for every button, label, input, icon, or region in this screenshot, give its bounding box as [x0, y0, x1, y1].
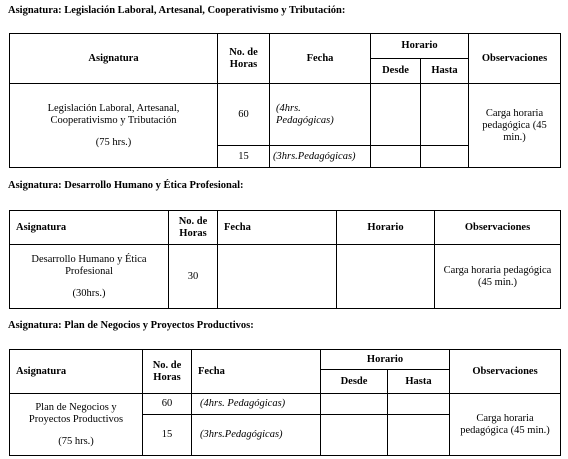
subject-total: (30hrs.)	[72, 287, 106, 299]
schedule-table-3	[9, 349, 561, 456]
header-fecha: Fecha	[270, 34, 371, 84]
desde-cell	[321, 394, 388, 415]
section-3-heading: Asignatura: Plan de Negocios y Proyectos Productivos:	[8, 320, 254, 331]
horas-cell: 15	[218, 146, 270, 168]
observaciones-line: min.)	[503, 131, 526, 143]
hasta-cell	[388, 415, 450, 456]
table-row	[10, 84, 561, 146]
fecha-cell	[218, 245, 337, 309]
header-observaciones: Observaciones	[469, 34, 561, 84]
desde-cell	[321, 415, 388, 456]
header-asignatura: Asignatura	[10, 211, 169, 245]
fecha-line: Pedagógicas)	[276, 114, 334, 126]
hasta-cell	[421, 146, 469, 168]
observaciones-line: Carga horaria	[476, 412, 534, 424]
header-horas: No. de Horas	[143, 350, 192, 394]
observaciones-line: pedagógica (45 min.)	[460, 424, 550, 436]
header-observaciones: Observaciones	[435, 211, 561, 245]
fecha-cell: (3hrs.Pedagógicas)	[192, 415, 321, 456]
subject-total: (75 hrs.)	[58, 435, 94, 447]
observaciones-line: Carga horaria	[485, 107, 544, 119]
subject-total: (75 hrs.)	[95, 136, 132, 148]
header-desde: Desde	[321, 370, 388, 394]
header-horario: Horario	[371, 34, 469, 59]
observaciones-line: Carga horaria pedagógica	[443, 264, 552, 276]
schedule-table-2	[9, 210, 561, 309]
observaciones-cell	[450, 394, 561, 456]
subject-cell	[10, 394, 143, 456]
subject-line: Proyectos Productivos	[28, 413, 124, 425]
header-observaciones: Observaciones	[450, 350, 561, 394]
table-row	[10, 394, 561, 415]
header-fecha: Fecha	[218, 211, 337, 245]
subject-line: Plan de Negocios y	[35, 401, 117, 413]
subject-cell	[10, 84, 218, 168]
subject-line: Profesional	[65, 265, 113, 277]
fecha-line: (4hrs.	[276, 102, 301, 114]
desde-cell	[371, 146, 421, 168]
subject-cell	[10, 245, 169, 309]
header-asignatura: Asignatura	[10, 34, 218, 84]
subject-line: Desarrollo Humano y Ética	[31, 253, 147, 265]
header-horas: No. de Horas	[218, 34, 270, 84]
observaciones-cell	[435, 245, 561, 309]
horas-cell: 60	[143, 394, 192, 415]
header-hasta: Hasta	[421, 59, 469, 84]
header-horas: No. de Horas	[169, 211, 218, 245]
horas-cell: 30	[169, 245, 218, 309]
horario-cell	[337, 245, 435, 309]
header-horario: Horario	[337, 211, 435, 245]
header-fecha: Fecha	[192, 350, 321, 394]
header-desde: Desde	[371, 59, 421, 84]
observaciones-cell	[469, 84, 561, 168]
fecha-cell	[270, 84, 371, 146]
hasta-cell	[388, 394, 450, 415]
header-horario: Horario	[321, 350, 450, 370]
fecha-cell: (3hrs.Pedagógicas)	[270, 146, 371, 168]
desde-cell	[371, 84, 421, 146]
horas-cell: 15	[143, 415, 192, 456]
observaciones-line: (45 min.)	[477, 276, 518, 288]
schedule-table-1	[9, 33, 561, 168]
header-asignatura: Asignatura	[10, 350, 143, 394]
header-hasta: Hasta	[388, 370, 450, 394]
subject-line: Cooperativismo y Tributación	[50, 114, 177, 126]
observaciones-line: pedagógica (45	[482, 119, 547, 131]
table-row	[10, 245, 561, 309]
fecha-cell: (4hrs. Pedagógicas)	[192, 394, 321, 415]
section-2-heading: Asignatura: Desarrollo Humano y Ética Profesional:	[8, 180, 244, 191]
subject-line: Legislación Laboral, Artesanal,	[47, 102, 180, 114]
horas-cell: 60	[218, 84, 270, 146]
section-1-heading: Asignatura: Legislación Laboral, Artesanal, Cooperativismo y Tributación:	[8, 5, 346, 16]
hasta-cell	[421, 84, 469, 146]
